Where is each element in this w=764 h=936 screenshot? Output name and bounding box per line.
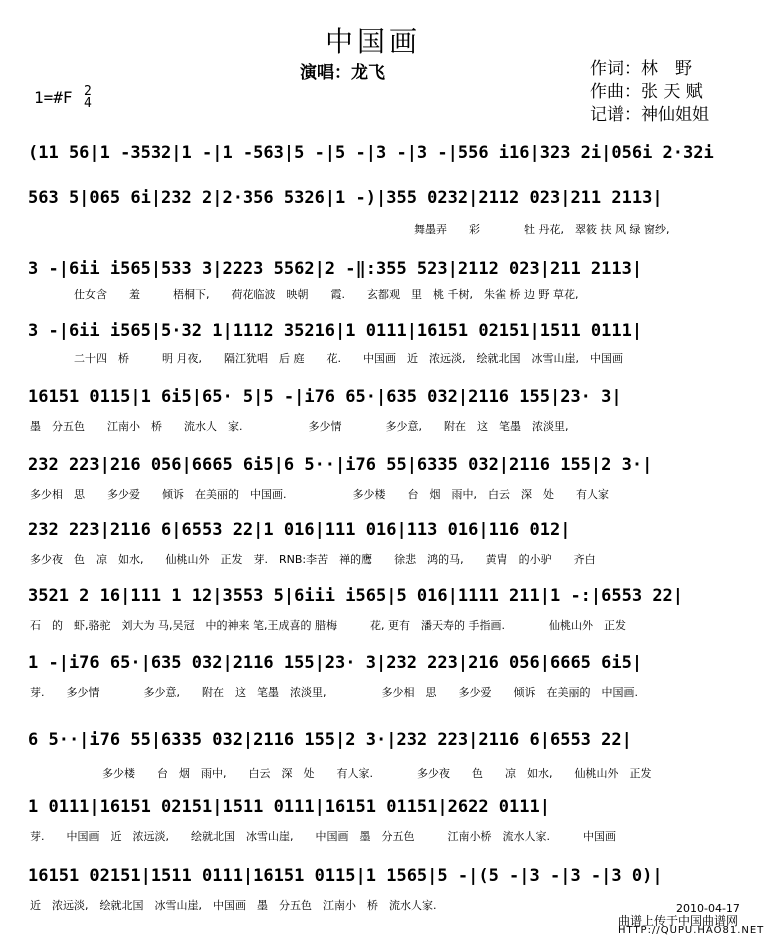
score-line-7-lyrics: 多少夜 色 凉 如水, 仙桃山外 正发 芽. RNB:李苦 禅的鹰 徐悲 鸿的马, 黄胄 的小驴 齐白: [30, 553, 596, 566]
score-line-11-lyrics: 芽. 中国画 近 浓远淡, 绘就北国 冰雪山崖, 中国画 墨 分五色 江南小桥 流水人家. 中国画: [30, 830, 616, 843]
time-signature: [84, 86, 92, 110]
score-line-3-lyrics: 仕女含 羞 梧桐下, 荷花临波 映朝 霞. 玄都观 里 桃 千树, 朱雀 桥 边 野 草花,: [74, 288, 579, 301]
score-line-12-lyrics: 近 浓远淡, 绘就北国 冰雪山崖, 中国画 墨 分五色 江南小 桥 流水人家.: [30, 899, 437, 912]
source-site-name: 曲谱上传于中国曲谱网: [618, 914, 739, 928]
score-line-2-lyrics: 舞墨弄 彩 牡 丹花, 翠筱 扶 风 绿 窗纱,: [414, 223, 670, 236]
score-line-8-lyrics: 石 的 虾,骆驼 刘大为 马,吴冠 中的神来 笔,王成喜的 腊梅 花, 更有 潘天寿的 手指画. 仙桃山外 正发: [30, 619, 626, 632]
singer-credit: 演唱：龙飞: [300, 63, 385, 83]
score-line-7-notes: 232 223|2116 6|6553 22|1 016|111 016|113 016|116 012|: [28, 520, 571, 540]
score-line-5-lyrics: 墨 分五色 江南小 桥 流水人 家. 多少情 多少意, 附在 这 笔墨 浓淡里,: [30, 420, 569, 433]
upload-date: 2010-04-17: [676, 902, 740, 915]
score-line-4-lyrics: 二十四 桥 明 月夜, 隔江犹唱 后 庭 花. 中国画 近 浓远淡, 绘就北国 冰雪山崖, 中国画: [74, 352, 623, 365]
time-signature-top: 2: [84, 84, 92, 99]
score-line-10-notes: 6 5··|i76 55|6335 032|2116 155|2 3·|232 223|2116 6|6553 22|: [28, 730, 632, 750]
score-line-9-lyrics: 芽. 多少情 多少意, 附在 这 笔墨 浓淡里, 多少相 思 多少爱 倾诉 在美丽的 中国画.: [30, 686, 638, 699]
score-line-6-notes: 232 223|216 056|6665 6i5|6 5··|i76 55|6335 032|2116 155|2 3·|: [28, 455, 653, 475]
key-signature: 1=#F: [34, 88, 73, 107]
score-line-3-notes: 3 -|6ii i565|533 3|2223 5562|2 -‖:355 523|2112 023|211 2113|: [28, 259, 643, 279]
composer-credit: 作曲：张 天 赋: [590, 82, 703, 102]
source-site-url: HTTP://QUPU.HAO81.NET: [618, 925, 764, 936]
score-line-12-notes: 16151 02151|1511 0111|16151 0115|1 1565|5 -|(5 -|3 -|3 -|3 0)|: [28, 866, 663, 886]
score-line-1-notes: (11 56|1 -3532|1 -|1 -563|5 -|5 -|3 -|3 -|556 i16|323 2i|056i 2·32i: [28, 143, 714, 163]
score-line-5-notes: 16151 0115|1 6i5|65· 5|5 -|i76 65·|635 032|2116 155|23· 3|: [28, 387, 622, 407]
score-line-10-lyrics: 多少楼 台 烟 雨中, 白云 深 处 有人家. 多少夜 色 凉 如水, 仙桃山外 正发: [102, 767, 652, 780]
song-title: 中国画: [324, 25, 421, 58]
transcriber-credit: 记谱：神仙姐姐: [590, 105, 709, 125]
lyricist-credit: 作词：林 野: [590, 59, 692, 79]
score-line-6-lyrics: 多少相 思 多少爱 倾诉 在美丽的 中国画. 多少楼 台 烟 雨中, 白云 深 处 有人家: [30, 488, 609, 501]
score-line-2-notes: 563 5|065 6i|232 2|2·356 5326|1 -)|355 0232|2112 023|211 2113|: [28, 188, 663, 208]
score-line-8-notes: 3521 2 16|111 1 12|3553 5|6iii i565|5 016|1111 211|1 -:|6553 22|: [28, 586, 684, 606]
score-line-4-notes: 3 -|6ii i565|5·32 1|1112 35216|1 0111|16151 02151|1511 0111|: [28, 321, 643, 341]
time-signature-bottom: 4: [84, 96, 92, 111]
score-line-11-notes: 1 0111|16151 02151|1511 0111|16151 01151|2622 0111|: [28, 797, 550, 817]
score-line-9-notes: 1 -|i76 65·|635 032|2116 155|23· 3|232 223|216 056|6665 6i5|: [28, 653, 643, 673]
